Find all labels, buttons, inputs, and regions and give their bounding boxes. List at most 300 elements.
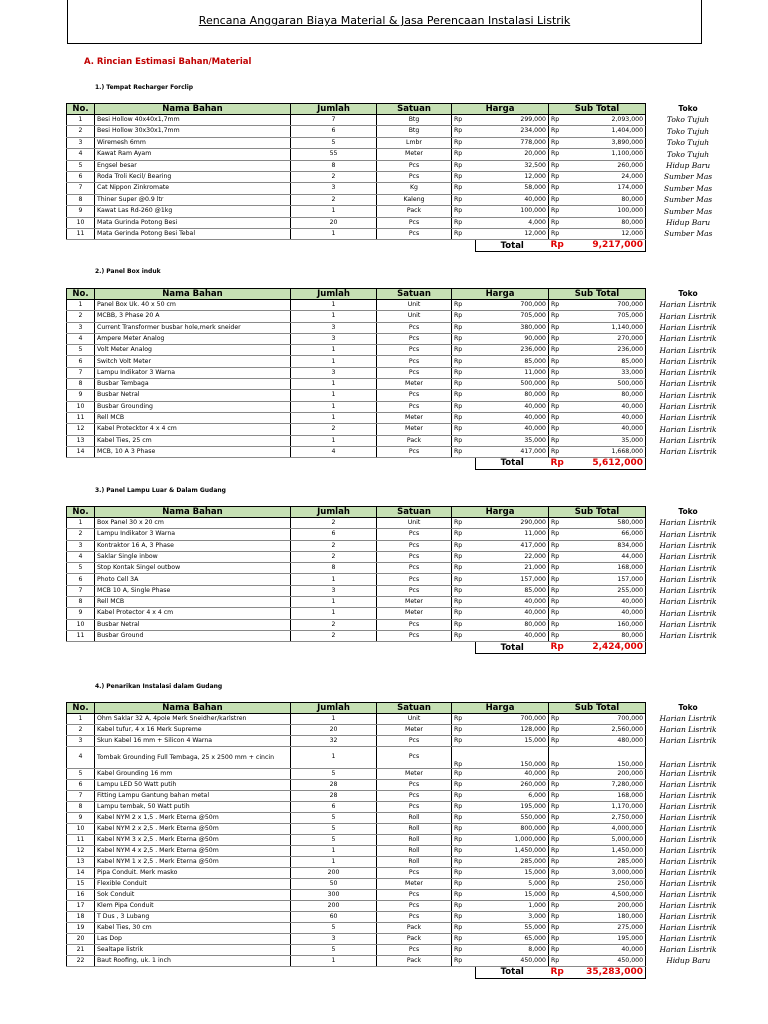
row-toko: Harian Lisrtrik bbox=[659, 901, 717, 911]
row-jumlah: 32 bbox=[291, 736, 377, 747]
table-row bbox=[67, 802, 731, 813]
row-sub-total: 834,000 bbox=[573, 540, 646, 551]
row-toko: Harian Lisrtrik bbox=[659, 824, 717, 834]
row-harga-currency: Rp bbox=[452, 868, 476, 879]
header-no: No. bbox=[67, 703, 95, 714]
row-harga: 778,000 bbox=[476, 137, 549, 148]
row-subtotal-currency: Rp bbox=[549, 137, 573, 148]
row-sub-total: 5,000,000 bbox=[573, 835, 646, 846]
row-no: 2 bbox=[67, 126, 95, 137]
row-harga-currency: Rp bbox=[452, 813, 476, 824]
row-no: 11 bbox=[67, 412, 95, 423]
row-jumlah: 3 bbox=[291, 322, 377, 333]
total-currency: Rp bbox=[549, 642, 573, 654]
row-satuan: Pcs bbox=[377, 912, 452, 923]
row-toko: Harian Lisrtrik bbox=[659, 540, 717, 550]
row-jumlah: 5 bbox=[291, 824, 377, 835]
row-harga: 55,000 bbox=[476, 923, 549, 934]
row-nama-bahan: Panel Box Uk. 40 x 50 cm bbox=[95, 300, 291, 311]
total-currency: Rp bbox=[549, 967, 573, 979]
row-no: 8 bbox=[67, 597, 95, 608]
row-jumlah: 1 bbox=[291, 311, 377, 322]
table-row bbox=[67, 345, 731, 356]
table-row bbox=[67, 126, 731, 137]
row-harga: 417,000 bbox=[476, 446, 549, 457]
row-subtotal-currency: Rp bbox=[549, 435, 573, 446]
row-harga-currency: Rp bbox=[452, 412, 476, 423]
row-no: 11 bbox=[67, 228, 95, 239]
row-subtotal-currency: Rp bbox=[549, 160, 573, 171]
table-row bbox=[67, 619, 731, 630]
row-subtotal-currency: Rp bbox=[549, 824, 573, 835]
header-sub-total: Sub Total bbox=[549, 289, 646, 300]
row-jumlah: 6 bbox=[291, 802, 377, 813]
row-sub-total: 255,000 bbox=[573, 585, 646, 596]
table-row bbox=[67, 736, 731, 747]
table-row bbox=[67, 311, 731, 322]
row-toko: Hidup Baru bbox=[666, 956, 711, 966]
table-row bbox=[67, 446, 731, 457]
row-subtotal-currency: Rp bbox=[549, 747, 573, 769]
row-satuan: Pcs bbox=[377, 228, 452, 239]
row-harga-currency: Rp bbox=[452, 901, 476, 912]
row-subtotal-currency: Rp bbox=[549, 597, 573, 608]
total-label: Total bbox=[476, 240, 549, 252]
row-subtotal-currency: Rp bbox=[549, 780, 573, 791]
row-subtotal-currency: Rp bbox=[549, 923, 573, 934]
row-sub-total: 40,000 bbox=[573, 401, 646, 412]
row-harga-currency: Rp bbox=[452, 912, 476, 923]
row-no: 7 bbox=[67, 585, 95, 596]
row-harga-currency: Rp bbox=[452, 333, 476, 344]
table-row bbox=[67, 367, 731, 378]
row-subtotal-currency: Rp bbox=[549, 446, 573, 457]
header-row bbox=[67, 289, 731, 300]
row-satuan: Roll bbox=[377, 835, 452, 846]
row-harga: 8,000 bbox=[476, 945, 549, 956]
table-row bbox=[67, 228, 731, 239]
row-satuan: Pcs bbox=[377, 333, 452, 344]
row-harga-currency: Rp bbox=[452, 115, 476, 126]
row-toko: Toko Tujuh bbox=[666, 138, 710, 148]
row-subtotal-currency: Rp bbox=[549, 529, 573, 540]
row-toko: Harian Lisrtrik bbox=[659, 368, 717, 378]
row-harga-currency: Rp bbox=[452, 945, 476, 956]
row-harga-currency: Rp bbox=[452, 206, 476, 217]
row-jumlah: 2 bbox=[291, 540, 377, 551]
row-harga: 3,000 bbox=[476, 912, 549, 923]
row-harga-currency: Rp bbox=[452, 424, 476, 435]
row-harga: 40,000 bbox=[476, 630, 549, 641]
row-toko: Harian Lisrtrik bbox=[659, 879, 717, 889]
row-nama-bahan: Engsel besar bbox=[95, 160, 291, 171]
estimate-table bbox=[66, 506, 731, 654]
row-sub-total: 180,000 bbox=[573, 912, 646, 923]
row-sub-total: 168,000 bbox=[573, 791, 646, 802]
row-no: 8 bbox=[67, 379, 95, 390]
row-harga-currency: Rp bbox=[452, 379, 476, 390]
row-harga-currency: Rp bbox=[452, 747, 476, 769]
table-row bbox=[67, 563, 731, 574]
row-sub-total: 705,000 bbox=[573, 311, 646, 322]
row-satuan: Pack bbox=[377, 923, 452, 934]
page-title: Rencana Anggaran Biaya Material & Jasa Perencaan Instalasi Listrik bbox=[198, 14, 571, 27]
row-nama-bahan: Sok Conduit bbox=[95, 890, 291, 901]
row-jumlah: 5 bbox=[291, 923, 377, 934]
row-harga: 15,000 bbox=[476, 868, 549, 879]
table-row bbox=[67, 813, 731, 824]
row-harga: 285,000 bbox=[476, 857, 549, 868]
row-subtotal-currency: Rp bbox=[549, 585, 573, 596]
row-subtotal-currency: Rp bbox=[549, 813, 573, 824]
row-no: 8 bbox=[67, 194, 95, 205]
row-harga-currency: Rp bbox=[452, 769, 476, 780]
row-sub-total: 7,280,000 bbox=[573, 780, 646, 791]
row-harga: 157,000 bbox=[476, 574, 549, 585]
row-subtotal-currency: Rp bbox=[549, 217, 573, 228]
row-sub-total: 80,000 bbox=[573, 194, 646, 205]
row-satuan: Pcs bbox=[377, 780, 452, 791]
row-harga: 450,000 bbox=[476, 956, 549, 967]
row-subtotal-currency: Rp bbox=[549, 736, 573, 747]
row-no: 17 bbox=[67, 901, 95, 912]
row-no: 4 bbox=[67, 333, 95, 344]
row-sub-total: 174,000 bbox=[573, 183, 646, 194]
row-satuan: Pcs bbox=[377, 390, 452, 401]
row-jumlah: 3 bbox=[291, 183, 377, 194]
total-spacer bbox=[452, 458, 476, 470]
row-satuan: Pcs bbox=[377, 446, 452, 457]
row-harga-currency: Rp bbox=[452, 194, 476, 205]
total-spacer bbox=[452, 967, 476, 979]
row-sub-total: 66,000 bbox=[573, 529, 646, 540]
row-harga: 80,000 bbox=[476, 619, 549, 630]
row-harga: 5,000 bbox=[476, 879, 549, 890]
row-harga: 700,000 bbox=[476, 300, 549, 311]
header-satuan: Satuan bbox=[377, 507, 452, 518]
row-sub-total: 270,000 bbox=[573, 333, 646, 344]
row-nama-bahan: Saklar Single inbow bbox=[95, 551, 291, 562]
row-subtotal-currency: Rp bbox=[549, 956, 573, 967]
row-jumlah: 4 bbox=[291, 446, 377, 457]
row-sub-total: 33,000 bbox=[573, 367, 646, 378]
row-toko: Harian Lisrtrik bbox=[659, 769, 717, 779]
row-harga: 58,000 bbox=[476, 183, 549, 194]
row-nama-bahan: Kabel tufur, 4 x 16 Merk Supreme bbox=[95, 725, 291, 736]
row-nama-bahan: Roda Troli Kecil/ Bearing bbox=[95, 171, 291, 182]
row-nama-bahan: Kabel Protecktor 4 x 4 cm bbox=[95, 424, 291, 435]
row-no: 21 bbox=[67, 945, 95, 956]
row-sub-total: 168,000 bbox=[573, 563, 646, 574]
table-row bbox=[67, 206, 731, 217]
row-satuan: Lmbr bbox=[377, 137, 452, 148]
row-no: 5 bbox=[67, 160, 95, 171]
row-nama-bahan: Kawat Ram Ayam bbox=[95, 149, 291, 160]
row-satuan: Meter bbox=[377, 379, 452, 390]
row-satuan: Kg bbox=[377, 183, 452, 194]
row-no: 5 bbox=[67, 769, 95, 780]
row-satuan: Btg bbox=[377, 126, 452, 137]
row-satuan: Unit bbox=[377, 714, 452, 725]
row-no: 6 bbox=[67, 356, 95, 367]
row-toko: Harian Lisrtrik bbox=[659, 413, 717, 423]
row-satuan: Roll bbox=[377, 813, 452, 824]
row-satuan: Meter bbox=[377, 424, 452, 435]
row-nama-bahan: Pipa Conduit. Merk masko bbox=[95, 868, 291, 879]
row-sub-total: 3,000,000 bbox=[573, 868, 646, 879]
row-harga-currency: Rp bbox=[452, 791, 476, 802]
row-nama-bahan: Busbar Netral bbox=[95, 619, 291, 630]
row-no: 18 bbox=[67, 912, 95, 923]
row-nama-bahan: MCBB, 3 Phase 20 A bbox=[95, 311, 291, 322]
table-row bbox=[67, 379, 731, 390]
table-row bbox=[67, 791, 731, 802]
row-satuan: Meter bbox=[377, 608, 452, 619]
header-satuan: Satuan bbox=[377, 104, 452, 115]
row-harga-currency: Rp bbox=[452, 835, 476, 846]
row-jumlah: 1 bbox=[291, 846, 377, 857]
row-harga: 32,500 bbox=[476, 160, 549, 171]
row-harga: 4,000 bbox=[476, 217, 549, 228]
row-harga: 22,000 bbox=[476, 551, 549, 562]
row-satuan: Meter bbox=[377, 597, 452, 608]
row-toko: Harian Lisrtrik bbox=[659, 890, 717, 900]
row-subtotal-currency: Rp bbox=[549, 714, 573, 725]
row-satuan: Pcs bbox=[377, 945, 452, 956]
table-row bbox=[67, 608, 731, 619]
table-row bbox=[67, 630, 731, 641]
header-toko: Toko bbox=[646, 507, 731, 518]
row-satuan: Pcs bbox=[377, 619, 452, 630]
header-jumlah: Jumlah bbox=[291, 104, 377, 115]
header-no: No. bbox=[67, 507, 95, 518]
row-toko: Sumber Mas bbox=[663, 172, 713, 182]
row-harga-currency: Rp bbox=[452, 345, 476, 356]
row-toko: Harian Lisrtrik bbox=[659, 356, 717, 366]
row-nama-bahan: Photo Cell 3A bbox=[95, 574, 291, 585]
row-harga-currency: Rp bbox=[452, 934, 476, 945]
row-no: 6 bbox=[67, 780, 95, 791]
table-row bbox=[67, 824, 731, 835]
row-no: 1 bbox=[67, 115, 95, 126]
row-harga: 12,000 bbox=[476, 171, 549, 182]
row-nama-bahan: Cat Nippon Zinkromate bbox=[95, 183, 291, 194]
row-harga: 35,000 bbox=[476, 435, 549, 446]
total-spacer bbox=[67, 642, 95, 654]
row-no: 8 bbox=[67, 802, 95, 813]
total-row bbox=[67, 240, 731, 252]
table-row bbox=[67, 412, 731, 423]
table-row bbox=[67, 333, 731, 344]
row-toko: Harian Lisrtrik bbox=[659, 424, 717, 434]
table-row bbox=[67, 322, 731, 333]
row-harga: 1,000,000 bbox=[476, 835, 549, 846]
row-harga-currency: Rp bbox=[452, 149, 476, 160]
row-nama-bahan: T Dus , 3 Lubang bbox=[95, 912, 291, 923]
row-harga-currency: Rp bbox=[452, 956, 476, 967]
row-satuan: Pcs bbox=[377, 551, 452, 562]
table-row bbox=[67, 300, 731, 311]
row-harga: 1,450,000 bbox=[476, 846, 549, 857]
row-no: 3 bbox=[67, 137, 95, 148]
row-nama-bahan: Wiremesh 6mm bbox=[95, 137, 291, 148]
row-jumlah: 55 bbox=[291, 149, 377, 160]
header-sub-total: Sub Total bbox=[549, 507, 646, 518]
row-toko: Harian Lisrtrik bbox=[659, 608, 717, 618]
total-spacer bbox=[646, 967, 731, 979]
row-toko: Harian Lisrtrik bbox=[659, 714, 717, 724]
row-sub-total: 195,000 bbox=[573, 934, 646, 945]
row-jumlah: 7 bbox=[291, 115, 377, 126]
row-no: 20 bbox=[67, 934, 95, 945]
row-jumlah: 1 bbox=[291, 714, 377, 725]
row-jumlah: 2 bbox=[291, 551, 377, 562]
row-nama-bahan: Kabel NYM 4 x 2,5 . Merk Eterna @50m bbox=[95, 846, 291, 857]
table-row bbox=[67, 574, 731, 585]
row-satuan: Pcs bbox=[377, 630, 452, 641]
row-harga-currency: Rp bbox=[452, 367, 476, 378]
row-no: 5 bbox=[67, 345, 95, 356]
table-row bbox=[67, 401, 731, 412]
row-toko: Toko Tujuh bbox=[666, 126, 710, 136]
row-harga: 85,000 bbox=[476, 356, 549, 367]
header-nama-bahan: Nama Bahan bbox=[95, 507, 291, 518]
row-jumlah: 1 bbox=[291, 956, 377, 967]
row-harga: 40,000 bbox=[476, 194, 549, 205]
row-nama-bahan: Mata Gurinda Potong Besi bbox=[95, 217, 291, 228]
table-row bbox=[67, 747, 731, 769]
row-satuan: Pcs bbox=[377, 574, 452, 585]
row-sub-total: 2,093,000 bbox=[573, 115, 646, 126]
row-subtotal-currency: Rp bbox=[549, 551, 573, 562]
row-harga-currency: Rp bbox=[452, 857, 476, 868]
row-harga: 500,000 bbox=[476, 379, 549, 390]
row-sub-total: 44,000 bbox=[573, 551, 646, 562]
row-toko: Harian Lisrtrik bbox=[659, 402, 717, 412]
row-subtotal-currency: Rp bbox=[549, 367, 573, 378]
row-nama-bahan: Rell MCB bbox=[95, 597, 291, 608]
table-row bbox=[67, 725, 731, 736]
row-jumlah: 1 bbox=[291, 412, 377, 423]
row-jumlah: 3 bbox=[291, 367, 377, 378]
row-harga: 100,000 bbox=[476, 206, 549, 217]
total-currency: Rp bbox=[549, 458, 573, 470]
total-spacer bbox=[291, 458, 377, 470]
header-satuan: Satuan bbox=[377, 703, 452, 714]
row-jumlah: 3 bbox=[291, 333, 377, 344]
row-satuan: Pcs bbox=[377, 171, 452, 182]
row-subtotal-currency: Rp bbox=[549, 846, 573, 857]
row-harga-currency: Rp bbox=[452, 401, 476, 412]
section-heading: A. Rincian Estimasi Bahan/Material bbox=[84, 57, 252, 67]
total-currency: Rp bbox=[549, 240, 573, 252]
row-satuan: Pcs bbox=[377, 747, 452, 769]
row-toko: Harian Lisrtrik bbox=[659, 345, 717, 355]
row-harga: 80,000 bbox=[476, 390, 549, 401]
section-subtitle: 1.) Tempat Recharger Forclip bbox=[95, 84, 194, 91]
row-harga: 234,000 bbox=[476, 126, 549, 137]
row-harga-currency: Rp bbox=[452, 574, 476, 585]
row-nama-bahan: Kabel NYM 3 x 2,5 . Merk Eterna @50m bbox=[95, 835, 291, 846]
header-row bbox=[67, 507, 731, 518]
row-jumlah: 300 bbox=[291, 890, 377, 901]
row-subtotal-currency: Rp bbox=[549, 868, 573, 879]
row-toko: Hidup Baru bbox=[665, 161, 711, 170]
row-sub-total: 1,404,000 bbox=[573, 126, 646, 137]
row-nama-bahan: Switch Volt Meter bbox=[95, 356, 291, 367]
row-harga: 11,000 bbox=[476, 367, 549, 378]
header-toko: Toko bbox=[646, 703, 731, 714]
row-toko: Harian Lisrtrik bbox=[659, 322, 717, 332]
row-satuan: Pack bbox=[377, 956, 452, 967]
row-nama-bahan: Las Dop bbox=[95, 934, 291, 945]
row-no: 19 bbox=[67, 923, 95, 934]
row-harga-currency: Rp bbox=[452, 846, 476, 857]
row-harga-currency: Rp bbox=[452, 540, 476, 551]
table-row bbox=[67, 835, 731, 846]
row-jumlah: 8 bbox=[291, 563, 377, 574]
total-label: Total bbox=[476, 967, 549, 979]
row-toko: Harian Lisrtrik bbox=[659, 945, 717, 955]
row-toko: Harian Lisrtrik bbox=[659, 311, 717, 321]
row-satuan: Pcs bbox=[377, 890, 452, 901]
table-row bbox=[67, 149, 731, 160]
row-no: 16 bbox=[67, 890, 95, 901]
row-nama-bahan: MCB, 10 A 3 Phase bbox=[95, 446, 291, 457]
row-no: 6 bbox=[67, 574, 95, 585]
row-toko: Harian Lisrtrik bbox=[659, 813, 717, 823]
row-satuan: Pcs bbox=[377, 540, 452, 551]
table-row bbox=[67, 868, 731, 879]
row-jumlah: 2 bbox=[291, 619, 377, 630]
row-no: 12 bbox=[67, 846, 95, 857]
row-harga: 299,000 bbox=[476, 115, 549, 126]
total-spacer bbox=[95, 642, 291, 654]
row-sub-total: 2,750,000 bbox=[573, 813, 646, 824]
row-no: 12 bbox=[67, 424, 95, 435]
row-nama-bahan: Lampu Indikator 3 Warna bbox=[95, 529, 291, 540]
row-subtotal-currency: Rp bbox=[549, 857, 573, 868]
row-toko: Harian Lisrtrik bbox=[659, 631, 717, 641]
row-jumlah: 6 bbox=[291, 529, 377, 540]
row-no: 10 bbox=[67, 401, 95, 412]
row-no: 15 bbox=[67, 879, 95, 890]
row-sub-total: 40,000 bbox=[573, 945, 646, 956]
row-harga: 85,000 bbox=[476, 585, 549, 596]
row-nama-bahan: Sealtape listrik bbox=[95, 945, 291, 956]
row-harga-currency: Rp bbox=[452, 563, 476, 574]
row-jumlah: 1 bbox=[291, 300, 377, 311]
header-harga: Harga bbox=[452, 703, 549, 714]
row-subtotal-currency: Rp bbox=[549, 945, 573, 956]
row-jumlah: 1 bbox=[291, 228, 377, 239]
total-value: 35,283,000 bbox=[573, 967, 646, 979]
row-jumlah: 1 bbox=[291, 608, 377, 619]
row-sub-total: 40,000 bbox=[573, 597, 646, 608]
row-sub-total: 24,000 bbox=[573, 171, 646, 182]
row-no: 1 bbox=[67, 518, 95, 529]
row-subtotal-currency: Rp bbox=[549, 206, 573, 217]
row-toko: Harian Lisrtrik bbox=[659, 563, 717, 573]
row-nama-bahan: Tombak Grounding Full Tembaga, 25 x 2500 mm + cincin bbox=[95, 747, 291, 769]
row-jumlah: 8 bbox=[291, 160, 377, 171]
row-nama-bahan: Lampu tembak, 50 Watt putih bbox=[95, 802, 291, 813]
row-sub-total: 2,560,000 bbox=[573, 725, 646, 736]
header-row bbox=[67, 104, 731, 115]
row-nama-bahan: Klem Pipa Conduit bbox=[95, 901, 291, 912]
row-no: 13 bbox=[67, 857, 95, 868]
row-subtotal-currency: Rp bbox=[549, 608, 573, 619]
